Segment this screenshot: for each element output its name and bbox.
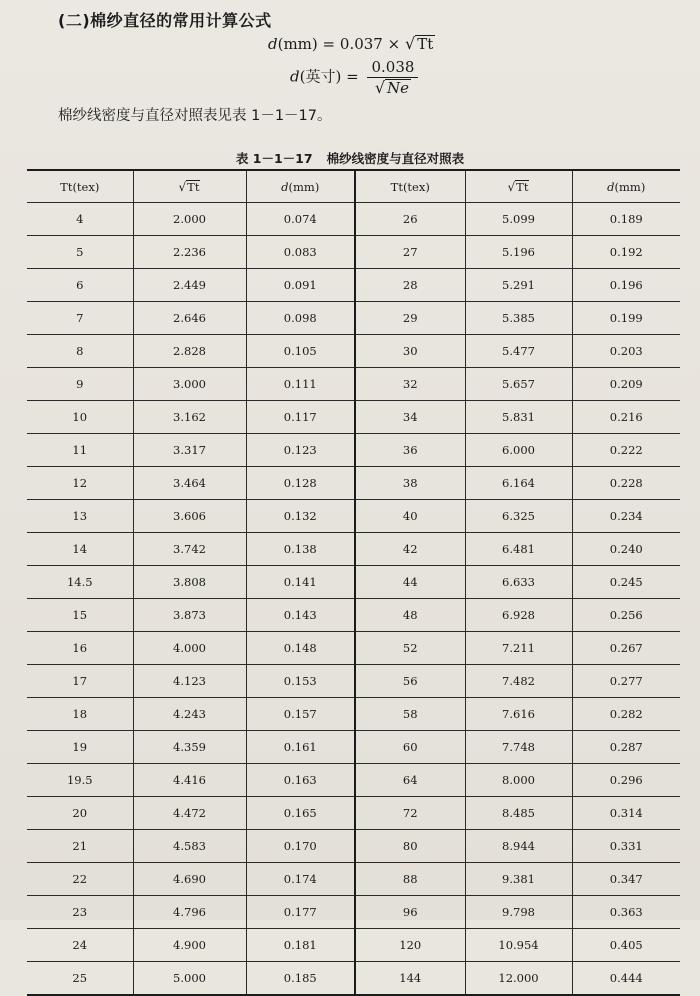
cell-tt-right: 28 — [355, 269, 465, 302]
header-d-unit: (mm) — [614, 179, 646, 194]
cell-sqrt-right: 9.798 — [465, 896, 572, 929]
formula1-lhs-var: d — [268, 35, 278, 53]
cell-sqrt-left: 3.606 — [133, 500, 246, 533]
header-d-unit: (mm) — [288, 179, 320, 194]
cell-sqrt-left: 4.796 — [133, 896, 246, 929]
cell-tt-left: 8 — [27, 335, 133, 368]
cell-d-right: 0.196 — [572, 269, 680, 302]
cell-sqrt-left: 4.000 — [133, 632, 246, 665]
cell-sqrt-right: 5.657 — [465, 368, 572, 401]
cell-tt-right: 30 — [355, 335, 465, 368]
table-caption-number: 表 1－1－17 — [235, 151, 313, 166]
formula2-sqrt — [375, 79, 411, 97]
cell-sqrt-right: 6.164 — [465, 467, 572, 500]
cell-tt-left: 5 — [27, 236, 133, 269]
cell-tt-left: 18 — [27, 698, 133, 731]
cell-sqrt-right: 9.381 — [465, 863, 572, 896]
cell-sqrt-right: 5.477 — [465, 335, 572, 368]
cell-d-left: 0.098 — [246, 302, 355, 335]
diameter-formula-inch — [290, 58, 418, 97]
cell-tt-left: 23 — [27, 896, 133, 929]
cell-sqrt-right: 6.325 — [465, 500, 572, 533]
intro-text: 棉纱线密度与直径对照表见表 1－1－17。 — [58, 108, 332, 124]
table-row — [27, 203, 680, 236]
cell-sqrt-left: 3.000 — [133, 368, 246, 401]
cell-d-left: 0.170 — [246, 830, 355, 863]
cell-tt-right: 52 — [355, 632, 465, 665]
cell-sqrt-right: 10.954 — [465, 929, 572, 962]
table-row — [27, 599, 680, 632]
cell-tt-left: 10 — [27, 401, 133, 434]
cell-tt-right: 40 — [355, 500, 465, 533]
cell-tt-left: 9 — [27, 368, 133, 401]
cell-sqrt-right: 7.748 — [465, 731, 572, 764]
cell-sqrt-right: 5.831 — [465, 401, 572, 434]
cell-d-right: 0.282 — [572, 698, 680, 731]
cell-sqrt-right: 5.196 — [465, 236, 572, 269]
cell-tt-right: 96 — [355, 896, 465, 929]
cell-d-right: 0.277 — [572, 665, 680, 698]
cell-sqrt-right: 8.944 — [465, 830, 572, 863]
cell-sqrt-right: 6.481 — [465, 533, 572, 566]
cell-tt-right: 72 — [355, 797, 465, 830]
header-d-right — [572, 170, 680, 203]
cell-d-left: 0.177 — [246, 896, 355, 929]
cell-d-left: 0.141 — [246, 566, 355, 599]
cell-d-left: 0.091 — [246, 269, 355, 302]
cell-d-right: 0.267 — [572, 632, 680, 665]
cell-sqrt-left: 4.472 — [133, 797, 246, 830]
cell-tt-left: 11 — [27, 434, 133, 467]
cell-tt-right: 88 — [355, 863, 465, 896]
section-title: (二)棉纱直径的常用计算公式 — [58, 11, 272, 30]
cell-tt-left: 24 — [27, 929, 133, 962]
table-row — [27, 896, 680, 929]
cell-tt-left: 19.5 — [27, 764, 133, 797]
cell-d-right: 0.444 — [572, 962, 680, 996]
table-caption — [0, 149, 700, 167]
table-row — [27, 698, 680, 731]
cell-tt-left: 15 — [27, 599, 133, 632]
table-row — [27, 863, 680, 896]
cell-d-right: 0.209 — [572, 368, 680, 401]
cell-tt-left: 7 — [27, 302, 133, 335]
header-tt-left: Tt(tex) — [27, 170, 133, 203]
cell-tt-left: 25 — [27, 962, 133, 996]
cell-sqrt-left: 2.449 — [133, 269, 246, 302]
cell-tt-right: 32 — [355, 368, 465, 401]
cell-sqrt-right: 6.633 — [465, 566, 572, 599]
table-row — [27, 929, 680, 962]
cell-d-right: 0.216 — [572, 401, 680, 434]
cell-sqrt-right: 8.485 — [465, 797, 572, 830]
cell-sqrt-left: 2.236 — [133, 236, 246, 269]
cell-tt-right: 44 — [355, 566, 465, 599]
table-caption-title: 棉纱线密度与直径对照表 — [326, 151, 465, 166]
cell-sqrt-right: 8.000 — [465, 764, 572, 797]
cell-sqrt-right: 12.000 — [465, 962, 572, 996]
diameter-formula-mm — [268, 34, 435, 53]
cell-tt-right: 80 — [355, 830, 465, 863]
cell-d-right: 0.256 — [572, 599, 680, 632]
cell-sqrt-right: 7.211 — [465, 632, 572, 665]
density-diameter-table — [27, 169, 680, 996]
cell-sqrt-left: 3.162 — [133, 401, 246, 434]
cell-sqrt-left: 4.900 — [133, 929, 246, 962]
cell-sqrt-left: 3.742 — [133, 533, 246, 566]
table-row — [27, 500, 680, 533]
cell-d-left: 0.132 — [246, 500, 355, 533]
cell-d-left: 0.138 — [246, 533, 355, 566]
cell-tt-left: 19 — [27, 731, 133, 764]
cell-sqrt-left: 3.464 — [133, 467, 246, 500]
cell-d-right: 0.405 — [572, 929, 680, 962]
cell-tt-right: 36 — [355, 434, 465, 467]
cell-tt-left: 20 — [27, 797, 133, 830]
table-row — [27, 269, 680, 302]
formula2-denominator-wrap — [367, 78, 418, 97]
cell-d-left: 0.143 — [246, 599, 355, 632]
table-row — [27, 797, 680, 830]
cell-tt-left: 4 — [27, 203, 133, 236]
cell-d-left: 0.111 — [246, 368, 355, 401]
cell-d-right: 0.287 — [572, 731, 680, 764]
cell-d-right: 0.222 — [572, 434, 680, 467]
cell-sqrt-right: 5.291 — [465, 269, 572, 302]
table-row — [27, 566, 680, 599]
formula2-lhs-unit: (英寸) — [299, 67, 342, 86]
table-row — [27, 302, 680, 335]
cell-d-left: 0.153 — [246, 665, 355, 698]
table-row — [27, 434, 680, 467]
cell-d-right: 0.347 — [572, 863, 680, 896]
header-sqrt-radicand: Tt — [516, 179, 529, 194]
cell-tt-right: 34 — [355, 401, 465, 434]
formula2-equals: = — [346, 67, 359, 86]
cell-tt-right: 64 — [355, 764, 465, 797]
cell-sqrt-left: 2.828 — [133, 335, 246, 368]
table-header-row — [27, 170, 680, 203]
formula2-denominator: Ne — [387, 79, 410, 97]
cell-d-left: 0.165 — [246, 797, 355, 830]
cell-d-left: 0.185 — [246, 962, 355, 996]
formula1-times: × — [387, 35, 401, 53]
cell-sqrt-left: 4.123 — [133, 665, 246, 698]
cell-d-right: 0.296 — [572, 764, 680, 797]
cell-d-right: 0.203 — [572, 335, 680, 368]
cell-sqrt-left: 2.646 — [133, 302, 246, 335]
formula1-radical-sign: √ — [405, 34, 416, 53]
table-row — [27, 467, 680, 500]
cell-tt-right: 38 — [355, 467, 465, 500]
cell-d-right: 0.228 — [572, 467, 680, 500]
header-tt-right: Tt(tex) — [355, 170, 465, 203]
cell-d-left: 0.163 — [246, 764, 355, 797]
table-row — [27, 764, 680, 797]
cell-d-right: 0.234 — [572, 500, 680, 533]
cell-sqrt-left: 3.808 — [133, 566, 246, 599]
cell-tt-right: 120 — [355, 929, 465, 962]
cell-tt-right: 58 — [355, 698, 465, 731]
cell-sqrt-left: 5.000 — [133, 962, 246, 996]
cell-d-left: 0.148 — [246, 632, 355, 665]
formula1-sqrt — [405, 34, 435, 53]
cell-d-right: 0.240 — [572, 533, 680, 566]
table-row — [27, 830, 680, 863]
formula1-radicand: Tt — [417, 35, 434, 53]
header-sqrt-left — [133, 170, 246, 203]
cell-sqrt-left: 2.000 — [133, 203, 246, 236]
cell-tt-right: 60 — [355, 731, 465, 764]
header-d-var: d — [607, 179, 615, 194]
cell-d-left: 0.074 — [246, 203, 355, 236]
cell-tt-right: 48 — [355, 599, 465, 632]
cell-tt-right: 42 — [355, 533, 465, 566]
header-sqrt-symbol: √ — [178, 179, 187, 194]
cell-sqrt-right: 7.482 — [465, 665, 572, 698]
cell-d-right: 0.192 — [572, 236, 680, 269]
cell-sqrt-left: 4.583 — [133, 830, 246, 863]
cell-sqrt-left: 3.317 — [133, 434, 246, 467]
cell-tt-left: 6 — [27, 269, 133, 302]
formula1-coefficient: 0.037 — [339, 35, 383, 53]
table-row — [27, 632, 680, 665]
table-row — [27, 665, 680, 698]
cell-tt-right: 56 — [355, 665, 465, 698]
cell-tt-left: 13 — [27, 500, 133, 533]
formula2-lhs-var: d — [290, 67, 300, 86]
cell-tt-left: 12 — [27, 467, 133, 500]
formula1-equals: = — [322, 35, 336, 53]
cell-sqrt-left: 4.243 — [133, 698, 246, 731]
table-row — [27, 368, 680, 401]
cell-tt-right: 29 — [355, 302, 465, 335]
cell-d-left: 0.117 — [246, 401, 355, 434]
cell-tt-left: 16 — [27, 632, 133, 665]
cell-sqrt-left: 4.690 — [133, 863, 246, 896]
cell-tt-left: 22 — [27, 863, 133, 896]
table-row — [27, 401, 680, 434]
table-row — [27, 533, 680, 566]
table-row — [27, 335, 680, 368]
cell-tt-left: 17 — [27, 665, 133, 698]
header-sqrt-symbol: √ — [507, 179, 516, 194]
table-row — [27, 236, 680, 269]
cell-d-left: 0.157 — [246, 698, 355, 731]
cell-sqrt-right: 5.099 — [465, 203, 572, 236]
cell-d-left: 0.128 — [246, 467, 355, 500]
cell-d-left: 0.161 — [246, 731, 355, 764]
cell-sqrt-right: 5.385 — [465, 302, 572, 335]
formula2-numerator: 0.038 — [367, 58, 418, 78]
table-row — [27, 731, 680, 764]
header-d-var: d — [281, 179, 289, 194]
cell-tt-left: 14.5 — [27, 566, 133, 599]
cell-d-left: 0.123 — [246, 434, 355, 467]
cell-sqrt-left: 3.873 — [133, 599, 246, 632]
cell-sqrt-right: 6.928 — [465, 599, 572, 632]
cell-d-right: 0.245 — [572, 566, 680, 599]
header-sqrt-right — [465, 170, 572, 203]
cell-tt-right: 27 — [355, 236, 465, 269]
cell-d-right: 0.363 — [572, 896, 680, 929]
cell-sqrt-right: 6.000 — [465, 434, 572, 467]
cell-d-left: 0.105 — [246, 335, 355, 368]
cell-sqrt-right: 7.616 — [465, 698, 572, 731]
header-sqrt-radicand: Tt — [187, 179, 200, 194]
cell-d-left: 0.174 — [246, 863, 355, 896]
cell-tt-right: 144 — [355, 962, 465, 996]
table-row — [27, 962, 680, 996]
cell-tt-left: 21 — [27, 830, 133, 863]
cell-d-right: 0.189 — [572, 203, 680, 236]
cell-d-right: 0.199 — [572, 302, 680, 335]
cell-tt-left: 14 — [27, 533, 133, 566]
cell-d-right: 0.331 — [572, 830, 680, 863]
formula1-lhs-unit: (mm) — [277, 35, 318, 53]
formula2-fraction — [367, 58, 418, 97]
cell-sqrt-left: 4.359 — [133, 731, 246, 764]
header-d-left — [246, 170, 355, 203]
cell-d-left: 0.083 — [246, 236, 355, 269]
cell-sqrt-left: 4.416 — [133, 764, 246, 797]
cell-d-left: 0.181 — [246, 929, 355, 962]
cell-tt-right: 26 — [355, 203, 465, 236]
formula2-radical-sign: √ — [374, 78, 386, 97]
cell-d-right: 0.314 — [572, 797, 680, 830]
